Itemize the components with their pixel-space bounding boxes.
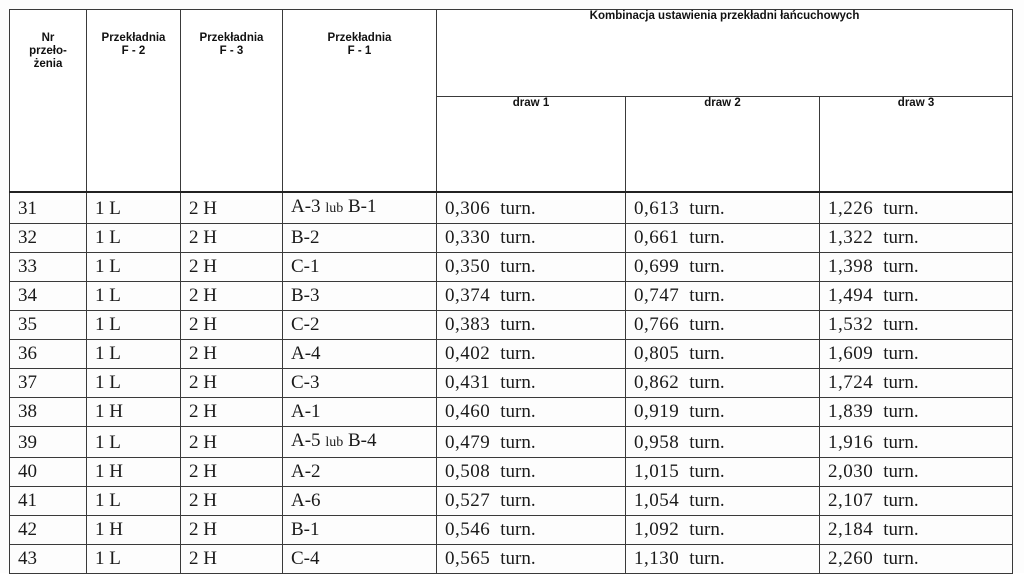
cell-nr bbox=[10, 398, 87, 427]
cell-f3 bbox=[181, 340, 283, 369]
draw1-value: 0,306 bbox=[445, 198, 491, 219]
cell-f1 bbox=[283, 224, 437, 253]
cell-draw3 bbox=[820, 369, 1013, 398]
draw2-value: 0,862 bbox=[634, 372, 680, 393]
table-row bbox=[10, 311, 1013, 340]
draw1-value: 0,546 bbox=[445, 519, 491, 540]
cell-f3 bbox=[181, 311, 283, 340]
draw3-value: 2,107 bbox=[828, 490, 874, 511]
draw2-value: 1,130 bbox=[634, 548, 680, 569]
table-row bbox=[10, 398, 1013, 427]
table-row bbox=[10, 427, 1013, 458]
draw2-unit: turn. bbox=[689, 401, 725, 422]
draw2-unit: turn. bbox=[689, 198, 725, 219]
cell-f1 bbox=[283, 340, 437, 369]
header-combination-title: Kombinacja ustawienia przekładni łańcuchowych bbox=[437, 10, 1013, 97]
cell-f2 bbox=[87, 516, 181, 545]
cell-draw3 bbox=[820, 224, 1013, 253]
cell-draw3 bbox=[820, 487, 1013, 516]
f3-value: 2 H bbox=[189, 343, 217, 364]
draw2-unit: turn. bbox=[689, 227, 725, 248]
f1-primary: C-3 bbox=[291, 372, 320, 393]
draw1-unit: turn. bbox=[500, 519, 536, 540]
f3-value: 2 H bbox=[189, 198, 217, 219]
cell-f2 bbox=[87, 398, 181, 427]
nr-value: 34 bbox=[18, 285, 37, 306]
draw2-unit: turn. bbox=[689, 461, 725, 482]
cell-draw1 bbox=[437, 311, 626, 340]
f1-alternate: B-4 bbox=[347, 430, 377, 451]
draw2-value: 1,015 bbox=[634, 461, 680, 482]
draw3-value: 1,398 bbox=[828, 256, 874, 277]
cell-f2 bbox=[87, 545, 181, 574]
cell-nr bbox=[10, 487, 87, 516]
header-nr-line1: Nr bbox=[41, 32, 55, 44]
cell-draw2 bbox=[626, 458, 820, 487]
cell-draw2 bbox=[626, 398, 820, 427]
f3-value: 2 H bbox=[189, 285, 217, 306]
cell-f2 bbox=[87, 311, 181, 340]
draw2-unit: turn. bbox=[689, 285, 725, 306]
header-f3 bbox=[181, 10, 283, 193]
cell-nr bbox=[10, 224, 87, 253]
cell-draw2 bbox=[626, 311, 820, 340]
draw2-unit: turn. bbox=[689, 314, 725, 335]
draw3-unit: turn. bbox=[883, 490, 919, 511]
nr-value: 33 bbox=[18, 256, 37, 277]
cell-nr bbox=[10, 545, 87, 574]
f3-value: 2 H bbox=[189, 256, 217, 277]
cell-f1 bbox=[283, 487, 437, 516]
draw1-unit: turn. bbox=[500, 548, 536, 569]
f1-primary: C-4 bbox=[291, 548, 320, 569]
cell-draw2 bbox=[626, 516, 820, 545]
draw3-value: 1,839 bbox=[828, 401, 874, 422]
cell-draw2 bbox=[626, 545, 820, 574]
draw1-value: 0,479 bbox=[445, 432, 491, 453]
cell-f1 bbox=[283, 282, 437, 311]
nr-value: 37 bbox=[18, 372, 37, 393]
cell-draw2 bbox=[626, 282, 820, 311]
f2-value: 1 L bbox=[95, 314, 121, 335]
cell-f2 bbox=[87, 224, 181, 253]
cell-f2 bbox=[87, 340, 181, 369]
cell-draw1 bbox=[437, 282, 626, 311]
cell-f1 bbox=[283, 398, 437, 427]
cell-f1 bbox=[283, 545, 437, 574]
header-f2 bbox=[87, 10, 181, 193]
cell-draw3 bbox=[820, 398, 1013, 427]
draw3-unit: turn. bbox=[883, 372, 919, 393]
cell-draw3 bbox=[820, 253, 1013, 282]
draw2-unit: turn. bbox=[689, 519, 725, 540]
cell-f1 bbox=[283, 311, 437, 340]
cell-f3 bbox=[181, 487, 283, 516]
draw3-unit: turn. bbox=[883, 461, 919, 482]
cell-nr bbox=[10, 311, 87, 340]
cell-f3 bbox=[181, 224, 283, 253]
header-f3-line1: Przekładnia bbox=[199, 32, 264, 44]
cell-nr bbox=[10, 427, 87, 458]
header-draw1: draw 1 bbox=[437, 97, 626, 193]
draw1-unit: turn. bbox=[500, 432, 536, 453]
draw1-unit: turn. bbox=[500, 401, 536, 422]
f2-value: 1 H bbox=[95, 519, 123, 540]
f1-or-word: lub bbox=[325, 201, 344, 216]
f2-value: 1 L bbox=[95, 343, 121, 364]
draw1-unit: turn. bbox=[500, 343, 536, 364]
draw3-unit: turn. bbox=[883, 314, 919, 335]
nr-value: 41 bbox=[18, 490, 37, 511]
cell-draw1 bbox=[437, 516, 626, 545]
f1-primary: A-3 bbox=[291, 196, 321, 217]
cell-f1 bbox=[283, 458, 437, 487]
draw3-value: 1,494 bbox=[828, 285, 874, 306]
draw3-value: 2,030 bbox=[828, 461, 874, 482]
cell-draw1 bbox=[437, 224, 626, 253]
draw2-unit: turn. bbox=[689, 256, 725, 277]
f2-value: 1 L bbox=[95, 256, 121, 277]
draw2-value: 0,613 bbox=[634, 198, 680, 219]
f1-primary: A-1 bbox=[291, 401, 321, 422]
cell-f2 bbox=[87, 282, 181, 311]
table-row bbox=[10, 340, 1013, 369]
cell-f2 bbox=[87, 192, 181, 224]
draw2-value: 0,747 bbox=[634, 285, 680, 306]
draw2-unit: turn. bbox=[689, 432, 725, 453]
cell-draw2 bbox=[626, 340, 820, 369]
cell-f3 bbox=[181, 427, 283, 458]
f3-value: 2 H bbox=[189, 401, 217, 422]
f2-value: 1 L bbox=[95, 227, 121, 248]
f3-value: 2 H bbox=[189, 548, 217, 569]
draw2-unit: turn. bbox=[689, 372, 725, 393]
table-row bbox=[10, 458, 1013, 487]
f1-or-word: lub bbox=[325, 435, 344, 450]
cell-draw1 bbox=[437, 369, 626, 398]
f2-value: 1 L bbox=[95, 285, 121, 306]
cell-f1 bbox=[283, 427, 437, 458]
draw1-unit: turn. bbox=[500, 372, 536, 393]
cell-f3 bbox=[181, 545, 283, 574]
cell-nr bbox=[10, 516, 87, 545]
f2-value: 1 H bbox=[95, 461, 123, 482]
draw2-unit: turn. bbox=[689, 343, 725, 364]
table-row bbox=[10, 224, 1013, 253]
draw3-value: 1,532 bbox=[828, 314, 874, 335]
draw1-unit: turn. bbox=[500, 490, 536, 511]
cell-nr bbox=[10, 253, 87, 282]
draw1-unit: turn. bbox=[500, 314, 536, 335]
nr-value: 43 bbox=[18, 548, 37, 569]
header-nr-line3: żenia bbox=[33, 58, 63, 70]
header-f1 bbox=[283, 10, 437, 193]
nr-value: 38 bbox=[18, 401, 37, 422]
draw1-unit: turn. bbox=[500, 256, 536, 277]
f1-primary: B-3 bbox=[291, 285, 320, 306]
draw2-unit: turn. bbox=[689, 548, 725, 569]
f2-value: 1 L bbox=[95, 548, 121, 569]
draw1-unit: turn. bbox=[500, 461, 536, 482]
cell-f2 bbox=[87, 427, 181, 458]
table-row bbox=[10, 282, 1013, 311]
header-nr bbox=[10, 10, 87, 193]
header-f2-line1: Przekładnia bbox=[101, 32, 166, 44]
cell-f3 bbox=[181, 398, 283, 427]
nr-value: 32 bbox=[18, 227, 37, 248]
table-row bbox=[10, 369, 1013, 398]
f2-value: 1 L bbox=[95, 372, 121, 393]
header-draw3: draw 3 bbox=[820, 97, 1013, 193]
f1-primary: C-1 bbox=[291, 256, 320, 277]
f2-value: 1 H bbox=[95, 401, 123, 422]
cell-f2 bbox=[87, 253, 181, 282]
draw2-value: 1,092 bbox=[634, 519, 680, 540]
draw1-value: 0,527 bbox=[445, 490, 491, 511]
cell-draw2 bbox=[626, 192, 820, 224]
nr-value: 36 bbox=[18, 343, 37, 364]
cell-draw2 bbox=[626, 224, 820, 253]
nr-value: 31 bbox=[18, 198, 37, 219]
f1-primary: B-1 bbox=[291, 519, 320, 540]
draw1-value: 0,402 bbox=[445, 343, 491, 364]
nr-value: 39 bbox=[18, 432, 37, 453]
cell-f2 bbox=[87, 487, 181, 516]
table-row bbox=[10, 487, 1013, 516]
draw3-unit: turn. bbox=[883, 198, 919, 219]
cell-draw2 bbox=[626, 487, 820, 516]
f3-value: 2 H bbox=[189, 314, 217, 335]
cell-f1 bbox=[283, 369, 437, 398]
f1-alternate: B-1 bbox=[347, 196, 377, 217]
draw1-value: 0,460 bbox=[445, 401, 491, 422]
draw1-value: 0,374 bbox=[445, 285, 491, 306]
cell-draw3 bbox=[820, 311, 1013, 340]
header-draw2: draw 2 bbox=[626, 97, 820, 193]
cell-f1 bbox=[283, 253, 437, 282]
gear-ratio-table bbox=[9, 9, 1013, 574]
cell-draw1 bbox=[437, 458, 626, 487]
nr-value: 40 bbox=[18, 461, 37, 482]
cell-draw3 bbox=[820, 427, 1013, 458]
draw2-value: 0,766 bbox=[634, 314, 680, 335]
cell-nr bbox=[10, 282, 87, 311]
cell-nr bbox=[10, 458, 87, 487]
table-row bbox=[10, 516, 1013, 545]
nr-value: 35 bbox=[18, 314, 37, 335]
f2-value: 1 L bbox=[95, 198, 121, 219]
draw2-unit: turn. bbox=[689, 490, 725, 511]
table-row bbox=[10, 545, 1013, 574]
draw2-value: 1,054 bbox=[634, 490, 680, 511]
f3-value: 2 H bbox=[189, 490, 217, 511]
nr-value: 42 bbox=[18, 519, 37, 540]
f1-primary: A-6 bbox=[291, 490, 321, 511]
f1-primary: A-4 bbox=[291, 343, 321, 364]
cell-f1 bbox=[283, 192, 437, 224]
f3-value: 2 H bbox=[189, 227, 217, 248]
header-f2-line2: F - 2 bbox=[121, 45, 146, 57]
cell-f3 bbox=[181, 253, 283, 282]
draw1-unit: turn. bbox=[500, 285, 536, 306]
f2-value: 1 L bbox=[95, 490, 121, 511]
draw2-value: 0,919 bbox=[634, 401, 680, 422]
cell-nr bbox=[10, 192, 87, 224]
header-f3-line2: F - 3 bbox=[219, 45, 244, 57]
draw3-value: 1,916 bbox=[828, 432, 874, 453]
table-row bbox=[10, 192, 1013, 224]
draw3-value: 1,226 bbox=[828, 198, 874, 219]
cell-f2 bbox=[87, 458, 181, 487]
draw3-unit: turn. bbox=[883, 343, 919, 364]
draw1-value: 0,350 bbox=[445, 256, 491, 277]
draw3-unit: turn. bbox=[883, 401, 919, 422]
f3-value: 2 H bbox=[189, 461, 217, 482]
f1-primary: A-2 bbox=[291, 461, 321, 482]
cell-draw3 bbox=[820, 545, 1013, 574]
draw1-unit: turn. bbox=[500, 198, 536, 219]
draw1-value: 0,431 bbox=[445, 372, 491, 393]
cell-draw1 bbox=[437, 253, 626, 282]
draw3-value: 1,322 bbox=[828, 227, 874, 248]
f3-value: 2 H bbox=[189, 519, 217, 540]
cell-draw1 bbox=[437, 545, 626, 574]
draw3-unit: turn. bbox=[883, 432, 919, 453]
cell-draw2 bbox=[626, 427, 820, 458]
draw3-unit: turn. bbox=[883, 256, 919, 277]
cell-f3 bbox=[181, 282, 283, 311]
cell-draw2 bbox=[626, 369, 820, 398]
cell-draw2 bbox=[626, 253, 820, 282]
f1-primary: C-2 bbox=[291, 314, 320, 335]
header-nr-line2: przeło- bbox=[29, 45, 67, 57]
f1-primary: A-5 bbox=[291, 430, 321, 451]
draw3-unit: turn. bbox=[883, 548, 919, 569]
f1-primary: B-2 bbox=[291, 227, 320, 248]
cell-nr bbox=[10, 340, 87, 369]
draw1-value: 0,508 bbox=[445, 461, 491, 482]
cell-draw3 bbox=[820, 516, 1013, 545]
cell-draw3 bbox=[820, 458, 1013, 487]
cell-draw1 bbox=[437, 192, 626, 224]
draw2-value: 0,699 bbox=[634, 256, 680, 277]
draw3-unit: turn. bbox=[883, 227, 919, 248]
table-row bbox=[10, 253, 1013, 282]
draw1-value: 0,383 bbox=[445, 314, 491, 335]
cell-nr bbox=[10, 369, 87, 398]
cell-draw3 bbox=[820, 340, 1013, 369]
cell-f1 bbox=[283, 516, 437, 545]
cell-f3 bbox=[181, 458, 283, 487]
cell-draw1 bbox=[437, 340, 626, 369]
cell-draw1 bbox=[437, 427, 626, 458]
header-f1-line1: Przekładnia bbox=[327, 32, 392, 44]
f3-value: 2 H bbox=[189, 432, 217, 453]
draw3-value: 2,184 bbox=[828, 519, 874, 540]
draw3-unit: turn. bbox=[883, 285, 919, 306]
draw2-value: 0,958 bbox=[634, 432, 680, 453]
header-row-top bbox=[10, 10, 1013, 97]
table-body bbox=[10, 192, 1013, 574]
draw3-unit: turn. bbox=[883, 519, 919, 540]
cell-f3 bbox=[181, 369, 283, 398]
cell-f3 bbox=[181, 516, 283, 545]
cell-f2 bbox=[87, 369, 181, 398]
draw2-value: 0,661 bbox=[634, 227, 680, 248]
draw3-value: 2,260 bbox=[828, 548, 874, 569]
draw2-value: 0,805 bbox=[634, 343, 680, 364]
cell-draw1 bbox=[437, 487, 626, 516]
draw3-value: 1,609 bbox=[828, 343, 874, 364]
draw1-value: 0,330 bbox=[445, 227, 491, 248]
header-f1-line2: F - 1 bbox=[347, 45, 372, 57]
cell-draw3 bbox=[820, 192, 1013, 224]
cell-f3 bbox=[181, 192, 283, 224]
cell-draw3 bbox=[820, 282, 1013, 311]
draw1-unit: turn. bbox=[500, 227, 536, 248]
draw1-value: 0,565 bbox=[445, 548, 491, 569]
cell-draw1 bbox=[437, 398, 626, 427]
f3-value: 2 H bbox=[189, 372, 217, 393]
draw3-value: 1,724 bbox=[828, 372, 874, 393]
f2-value: 1 L bbox=[95, 432, 121, 453]
